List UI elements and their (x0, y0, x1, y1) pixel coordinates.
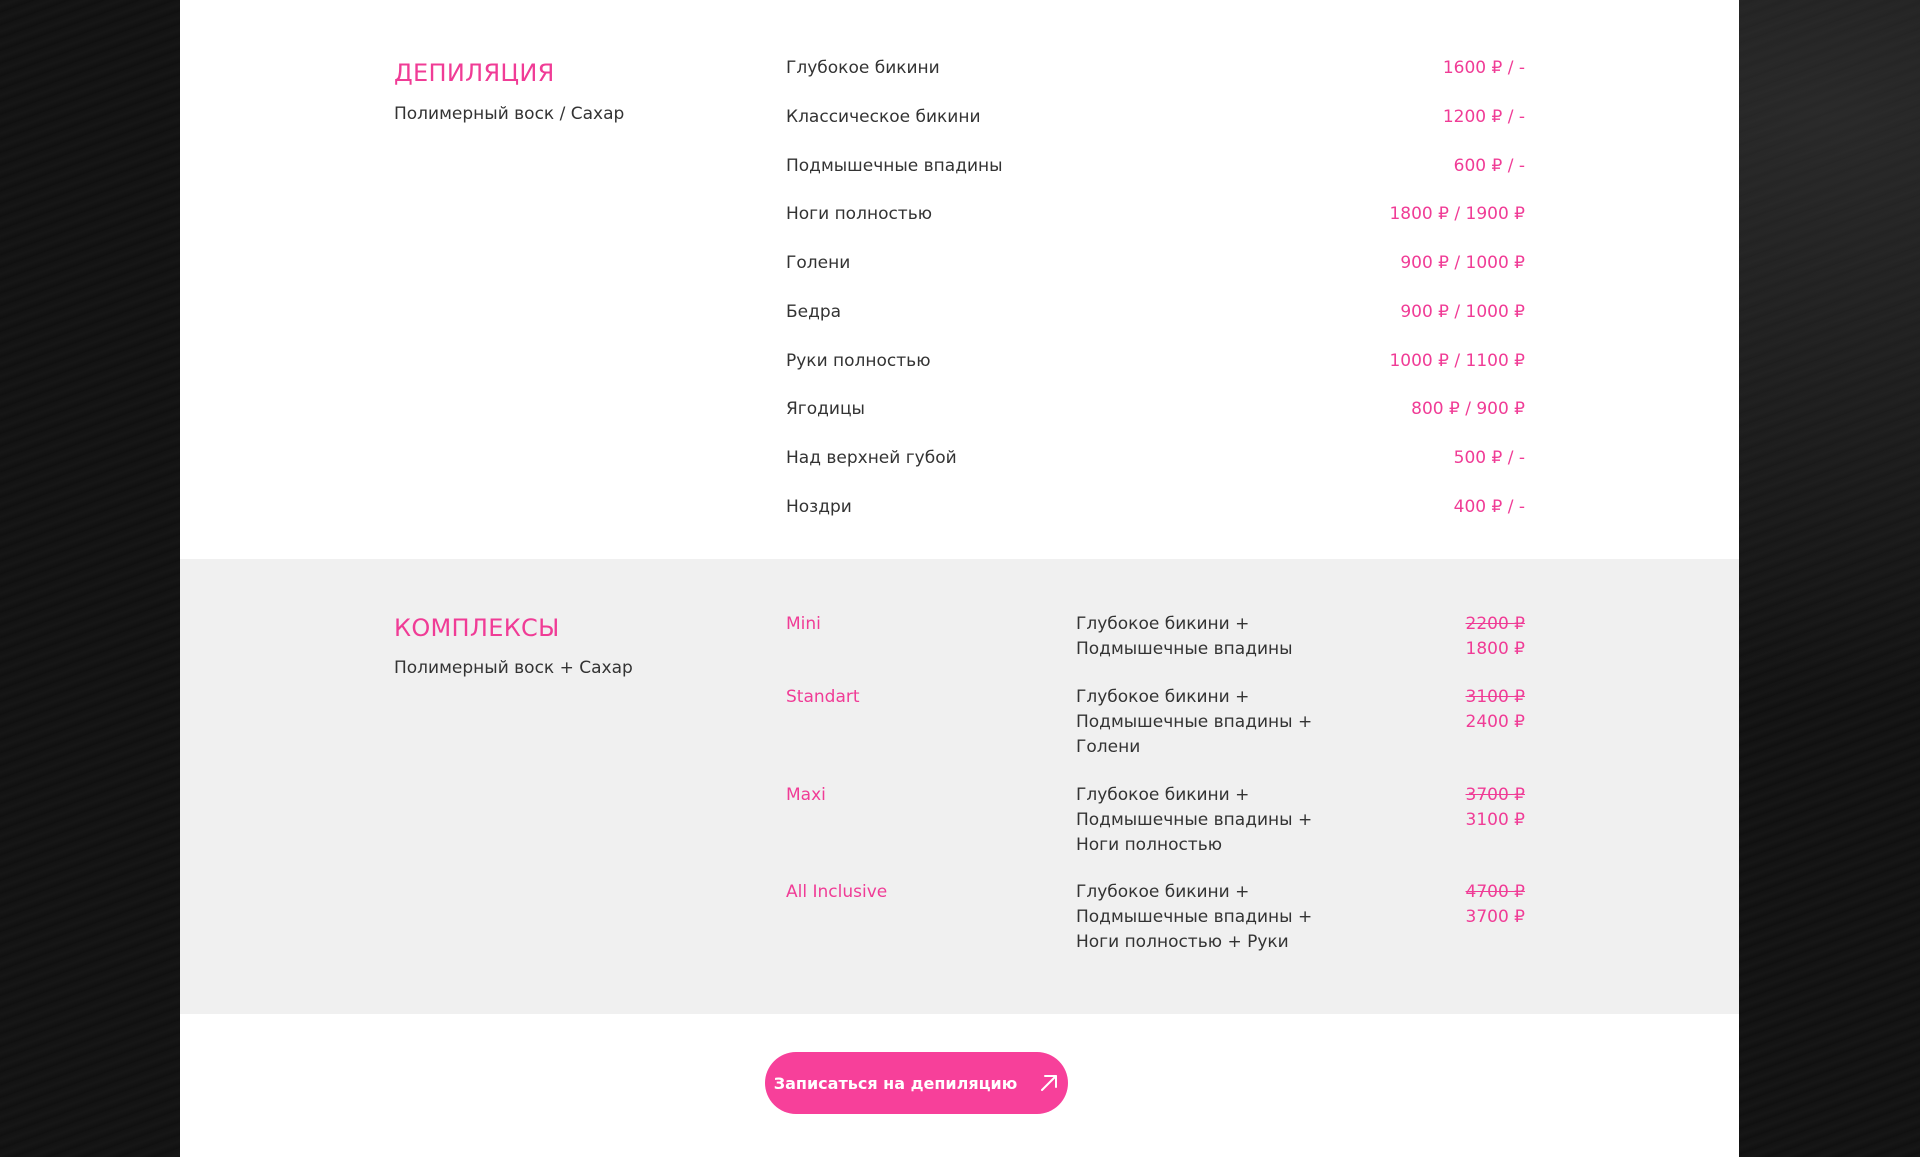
complex-services (1076, 612, 1293, 662)
service-price: 1800 ₽ / 1900 ₽ (1389, 204, 1525, 225)
old-price: 2200 ₽ (1465, 614, 1525, 634)
service-price: 500 ₽ / - (1453, 448, 1525, 468)
service-price: 1200 ₽ / - (1442, 106, 1525, 127)
service-name: Голени (786, 253, 851, 273)
depilation-price-list (786, 54, 1525, 542)
complex-service-line: Подмышечные впадины (1076, 639, 1293, 659)
arrow-up-right-icon (1039, 1073, 1059, 1093)
complex-prices (1466, 685, 1525, 735)
price-row (786, 249, 1525, 298)
complexes-section (180, 559, 1739, 1014)
service-name: Подмышечные впадины (786, 155, 1003, 176)
old-price: 3100 ₽ (1465, 687, 1525, 707)
price-row (786, 298, 1525, 347)
complex-service-line: Глубокое бикини + (1076, 614, 1250, 634)
service-name: Бедра (786, 301, 842, 322)
complex-service-line: Голени (1076, 737, 1141, 757)
price-row (786, 200, 1525, 249)
price-row (786, 103, 1525, 152)
service-name: Глубокое бикини (786, 58, 940, 78)
service-price: 600 ₽ / - (1453, 155, 1525, 176)
service-name: Ноги полностью (786, 204, 933, 225)
complex-services (1076, 880, 1312, 955)
complex-service-line: Глубокое бикини + (1076, 785, 1250, 805)
complexes-title: КОМПЛЕКСЫ (394, 614, 560, 642)
depilation-title: ДЕПИЛЯЦИЯ (394, 59, 555, 87)
complex-prices (1466, 612, 1525, 662)
complex-prices (1466, 783, 1525, 833)
service-name: Ягодицы (786, 399, 865, 420)
depilation-subtitle: Полимерный воск / Сахар (394, 104, 625, 124)
price-row (786, 395, 1525, 444)
complex-name: Maxi (786, 785, 826, 805)
service-price: 800 ₽ / 900 ₽ (1411, 399, 1525, 420)
new-price: 1800 ₽ (1465, 639, 1525, 659)
price-row (786, 54, 1525, 103)
complex-prices (1466, 880, 1525, 930)
price-page (180, 0, 1739, 1157)
price-row (786, 493, 1525, 542)
service-name: Классическое бикини (786, 106, 981, 127)
complex-name: Mini (786, 614, 821, 634)
complex-service-line: Подмышечные впадины + (1076, 810, 1313, 830)
service-price: 400 ₽ / - (1453, 496, 1525, 517)
complex-service-line: Подмышечные впадины + (1076, 907, 1313, 927)
price-row (786, 444, 1525, 493)
old-price: 3700 ₽ (1465, 785, 1525, 805)
service-price: 1600 ₽ / - (1442, 58, 1525, 78)
complex-name: Standart (786, 687, 860, 707)
new-price: 3100 ₽ (1465, 810, 1525, 830)
complexes-subtitle: Полимерный воск + Сахар (394, 658, 633, 678)
service-name: Руки полностью (786, 350, 931, 371)
depilation-section (180, 0, 1739, 559)
service-name: Ноздри (786, 496, 852, 517)
complex-services (1076, 685, 1312, 760)
complex-service-line: Ноги полностью + Руки (1076, 932, 1289, 952)
service-name: Над верхней губой (786, 448, 957, 468)
new-price: 3700 ₽ (1465, 907, 1525, 927)
book-depilation-button[interactable] (765, 1052, 1068, 1114)
new-price: 2400 ₽ (1465, 712, 1525, 732)
cta-section (180, 1014, 1739, 1157)
service-price: 1000 ₽ / 1100 ₽ (1389, 350, 1525, 371)
complex-name: All Inclusive (786, 882, 888, 902)
service-price: 900 ₽ / 1000 ₽ (1400, 253, 1525, 273)
complex-service-line: Глубокое бикини + (1076, 687, 1250, 707)
old-price: 4700 ₽ (1465, 882, 1525, 902)
book-depilation-label: Записаться на депиляцию (773, 1073, 1018, 1093)
complex-service-line: Ноги полностью (1076, 835, 1223, 855)
complex-service-line: Подмышечные впадины + (1076, 712, 1313, 732)
complex-services (1076, 783, 1312, 858)
price-row (786, 347, 1525, 396)
service-price: 900 ₽ / 1000 ₽ (1400, 301, 1525, 322)
price-row (786, 152, 1525, 201)
complex-service-line: Глубокое бикини + (1076, 882, 1250, 902)
